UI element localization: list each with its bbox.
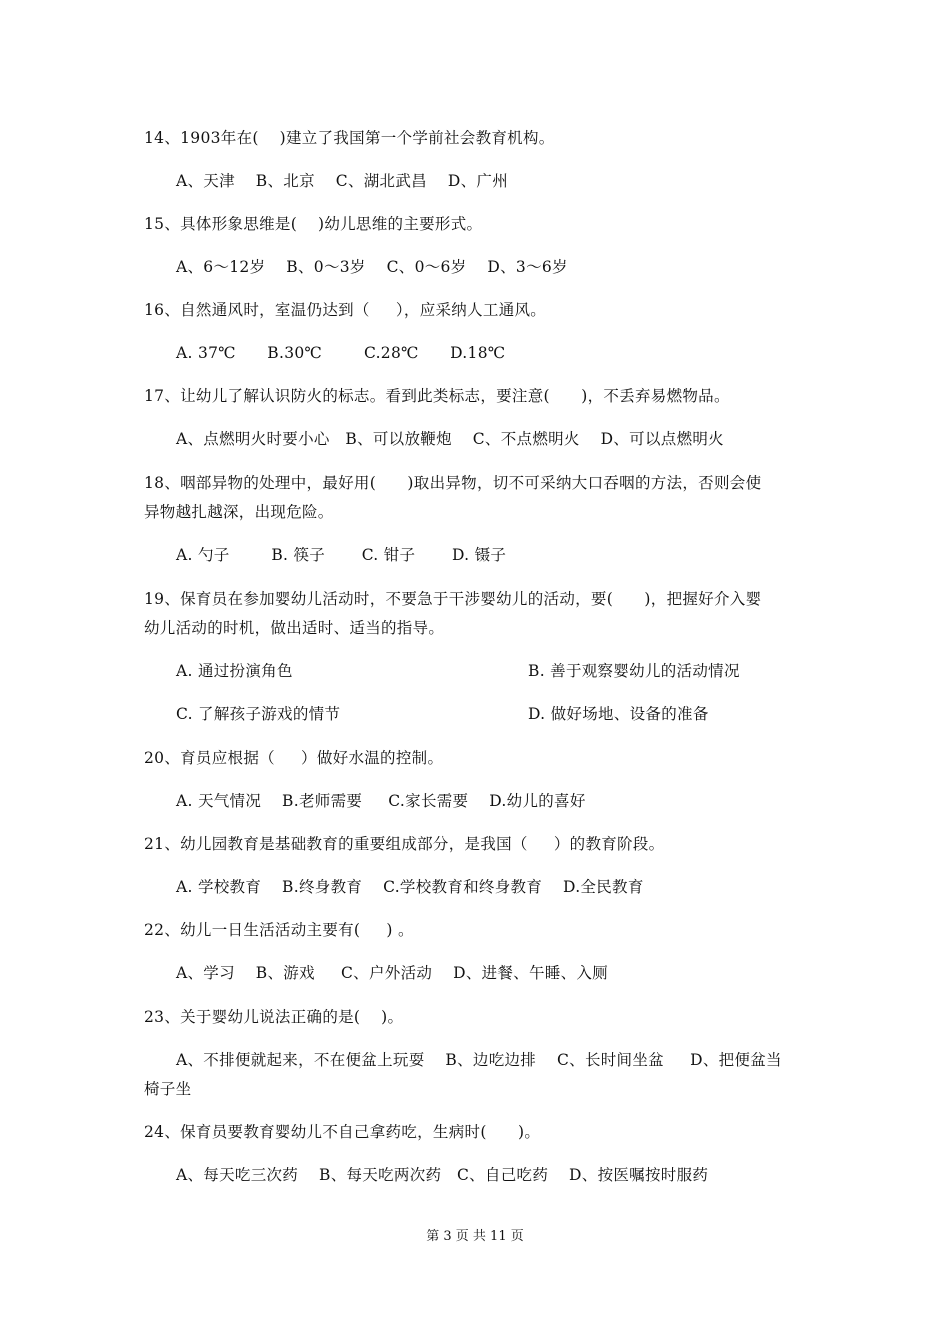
question-22-options: A、学习 B、游戏 C、户外活动 D、进餐、午睡、入厕	[176, 964, 609, 982]
question-20-options: A. 天气情况 B.老师需要 C.家长需要 D.幼儿的喜好	[176, 792, 586, 810]
question-21-options: A. 学校教育 B.终身教育 C.学校教育和终身教育 D.全民教育	[176, 878, 644, 896]
question-22: 22、幼儿一日生活活动主要有( ) 。	[144, 921, 414, 939]
question-14: 14、1903年在( )建立了我国第一个学前社会教育机构。	[144, 129, 555, 147]
question-15-options: A、6～12岁 B、0～3岁 C、0～6岁 D、3～6岁	[176, 258, 568, 276]
question-18: 18、咽部异物的处理中，最好用( )取出异物，切不可采纳大口吞咽的方法，否则会使	[144, 474, 762, 492]
question-15: 15、具体形象思维是( )幼儿思维的主要形式。	[144, 215, 483, 233]
question-21: 21、幼儿园教育是基础教育的重要组成部分，是我国（ ）的教育阶段。	[144, 835, 665, 853]
question-17: 17、让幼儿了解认识防火的标志。看到此类标志，要注意( )，不丢弃易燃物品。	[144, 387, 730, 405]
question-20: 20、育员应根据（ ）做好水温的控制。	[144, 749, 444, 767]
question-14-options: A、天津 B、北京 C、湖北武昌 D、广州	[176, 172, 508, 190]
question-24-options: A、每天吃三次药 B、每天吃两次药 C、自己吃药 D、按医嘱按时服药	[176, 1166, 709, 1184]
question-19-option-d: D. 做好场地、设备的准备	[528, 705, 709, 723]
question-19-option-c: C. 了解孩子游戏的情节	[176, 705, 341, 723]
question-19-option-b: B. 善于观察婴幼儿的活动情况	[528, 662, 740, 680]
question-23-options: A、不排便就起来，不在便盆上玩耍 B、边吃边排 C、长时间坐盆 D、把便盆当	[176, 1051, 782, 1069]
question-18-continued: 异物越扎越深，出现危险。	[144, 503, 334, 521]
question-23-options-continued: 椅子坐	[144, 1080, 192, 1098]
question-19: 19、保育员在参加婴幼儿活动时，不要急于干涉婴幼儿的活动，要( )，把握好介入婴	[144, 590, 762, 608]
question-23: 23、关于婴幼儿说法正确的是( )。	[144, 1008, 404, 1026]
question-17-options: A、点燃明火时要小心 B、可以放鞭炮 C、不点燃明火 D、可以点燃明火	[176, 430, 724, 448]
question-16: 16、自然通风时，室温仍达到（ ），应采纳人工通风。	[144, 301, 547, 319]
question-24: 24、保育员要教育婴幼儿不自己拿药吃，生病时( )。	[144, 1123, 541, 1141]
question-16-options: A. 37℃ B.30℃ C.28℃ D.18℃	[176, 344, 506, 362]
question-18-options: A. 勺子 B. 筷子 C. 钳子 D. 镊子	[176, 546, 507, 564]
page-number-footer: 第 3 页 共 11 页	[426, 1229, 524, 1244]
question-19-option-a: A. 通过扮演角色	[176, 662, 293, 680]
question-19-continued: 幼儿活动的时机，做出适时、适当的指导。	[144, 619, 445, 637]
